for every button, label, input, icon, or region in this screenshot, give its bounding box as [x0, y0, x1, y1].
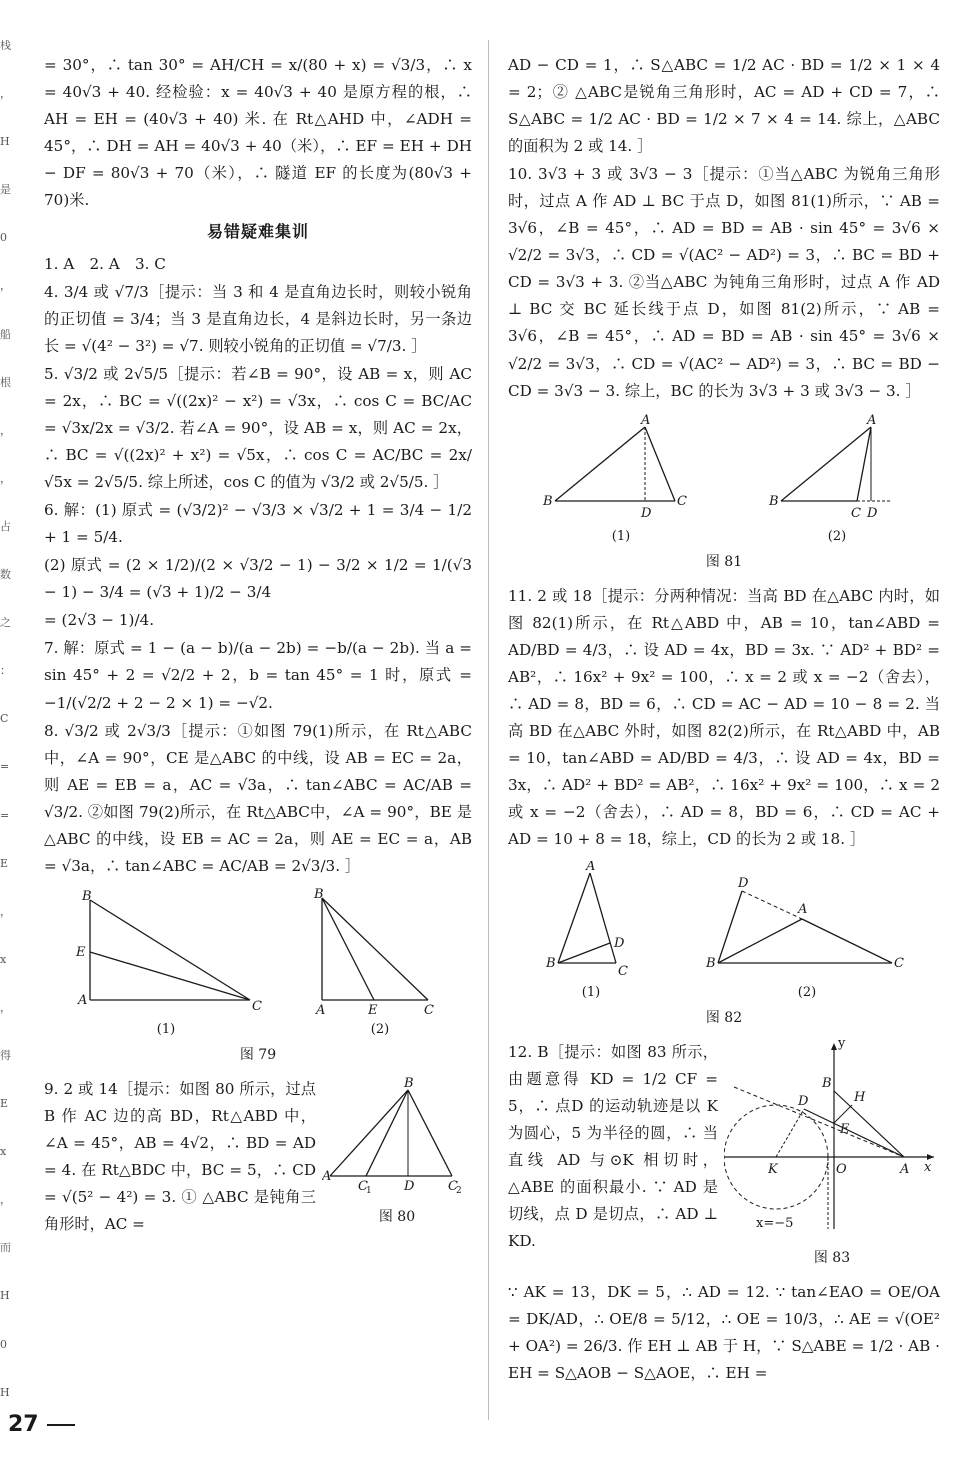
- figure-79-1: [66, 888, 266, 1018]
- figure-81-1-label: (1): [611, 528, 631, 544]
- svg-text:C: C: [677, 493, 687, 509]
- svg-text:D: D: [867, 505, 878, 521]
- answer-4: 4. 3/4 或 √7/3［提示：当 3 和 4 是直角边长时，则较小锐角的正切值 = 3/4；当 3 是直角边长，4 是斜边长时，另一条边长 = √(4² − 3²) = √7. 则较小锐角的正切值 = √7/3. ］: [44, 282, 472, 355]
- figure-81-2: [767, 413, 907, 525]
- page-number-text: 27: [8, 1412, 39, 1437]
- svg-text:B: B: [82, 888, 92, 904]
- svg-text:D: D: [404, 1178, 415, 1194]
- figure-79-2-label: (2): [370, 1021, 390, 1037]
- svg-text:A: A: [322, 1168, 332, 1184]
- margin-char: =: [0, 808, 10, 822]
- svg-text:C: C: [252, 998, 262, 1014]
- answer-5: 5. √3/2 或 2√5/5［提示：若∠B = 90°，设 AB = x，则 AC = 2x，∴ BC = √((2x)² − x²) = √3x，∴ cos C = BC/AC = √3x/2x = √3/2. 若∠A = 90°，设 AB = x，则 AC = 2x，∴ BC = √((2x)² + x²) = √5x，∴ cos C = AC/BC = 2x/√5x = 2√5/5. 综上所述，cos C 的值为 √3/2 或 2√5/5. ］: [44, 364, 472, 492]
- svg-text:E: E: [368, 1002, 378, 1018]
- svg-text:B: B: [822, 1076, 832, 1092]
- svg-text:K: K: [768, 1162, 778, 1178]
- figure-82-caption: 图 82: [705, 1010, 743, 1027]
- prev-answer-end: = 30°，∴ tan 30° = AH/CH = x/(80 + x) = √3/3，∴ x = 40√3 + 40. 经检验：x = 40√3 + 40 是原方程的根，∴ AH = EH = (40√3 + 40) 米. 在 Rt△AHD 中，∠ADH = 45°，∴ DH = AH = 40√3 + 40（米），∴ EF = EH + DH − DF = 80√3 + 70（米），∴ 隧道 EF 的长度为(80√3 + 70)米.: [44, 56, 472, 210]
- margin-char: E: [0, 856, 9, 870]
- margin-char: H: [0, 1385, 10, 1399]
- svg-text:A: A: [586, 861, 596, 875]
- margin-char: ，: [0, 904, 11, 918]
- svg-text:A: A: [798, 902, 808, 918]
- svg-text:A: A: [641, 412, 651, 428]
- figure-80-caption: 图 80: [378, 1208, 416, 1225]
- figure-82-1-label: (1): [581, 985, 601, 1001]
- svg-text:A: A: [78, 992, 88, 1008]
- figure-82-2: [702, 861, 912, 981]
- margin-char: 占: [0, 519, 11, 533]
- margin-char: ，: [0, 471, 11, 485]
- svg-text:D: D: [614, 936, 625, 952]
- figure-79-1-label: (1): [156, 1021, 176, 1037]
- figure-83: [724, 1039, 940, 1235]
- svg-text:x: x: [924, 1160, 932, 1176]
- svg-text:B: B: [543, 493, 553, 509]
- margin-char: 之: [0, 616, 11, 630]
- svg-text:C: C: [448, 1178, 458, 1194]
- margin-char: H: [0, 135, 10, 149]
- right-column: [508, 52, 940, 1388]
- margin-char: ，: [0, 1193, 11, 1207]
- svg-text:B: B: [769, 493, 779, 509]
- svg-text:C: C: [618, 964, 628, 980]
- answer-11: 11. 2 或 18［提示：分两种情况：当高 BD 在△ABC 内时，如图 82(1)所示，在 Rt△ABD 中，AB = 10，tan∠ABD = AD/BD = 4/3，∴ 设 AD = 4x，BD = 3x. ∵ AD² + BD² = AB²，∴ 16x² + 9x² = 100，∴ x = 2 或 x = −2（舍去），∴ AD = 8，BD = 6，∴ CD = AC − AD = 10 − 8 = 2. 当高 BD 在△ABC 外时，如图 82(2)所示，在 Rt△ABD 中，AB = 10，tan∠ABD = AD/BD = 4/3，∴ 设 AD = 4x，BD = 3x，∴ AD² + BD² = AB²，∴ 16x² + 9x² = 100，∴ x = 2 或 x = −2（舍去），∴ AD = 8，BD = 6，∴ CD = AC + AD = 10 + 8 = 18，综上，CD 的长为 2 或 18. ］: [508, 586, 940, 849]
- figure-79: [44, 888, 472, 1041]
- answer-10: 10. 3√3 + 3 或 3√3 − 3［提示：①当△ABC 为锐角三角形时，过点 A 作 AD ⊥ BC 于点 D，如图 81(1)所示，∵ AB = 3√6，∠B = 45°，∴ AD = BD = AB · sin 45° = 3√6 × √2/2 = 3√3，∴ CD = √(AC² − AD²) = 3，∴ BC = BD + CD = 3√3 + 3. ②当△ABC 为钝角三角形时，过点 A 作 AD ⊥ BC 交 BC 延长线于点 D，如图 81(2)所示，∵ AB = 3√6，∠B = 45°，∴ AD = BD = AB · sin 45° = 3√6 × √2/2 = 3√3，∴ CD = √(AC² − AD²) = 3，∴ BC = BD − CD = 3√3 − 3. 综上，BC 的长为 3√3 + 3 或 3√3 − 3. ］: [508, 165, 940, 400]
- figure-82-2-label: (2): [797, 985, 817, 1001]
- svg-text:C: C: [424, 1002, 434, 1018]
- figure-83-caption: 图 83: [813, 1250, 851, 1267]
- svg-text:D: D: [738, 876, 749, 892]
- figure-81-caption: 图 81: [705, 553, 743, 570]
- left-column: [44, 52, 472, 1239]
- svg-text:B: B: [546, 956, 556, 972]
- svg-text:B: B: [404, 1075, 414, 1091]
- figure-81-2-label: (2): [827, 528, 847, 544]
- margin-char: E: [0, 1097, 9, 1111]
- margin-char: 是: [0, 183, 11, 197]
- svg-text:A: A: [867, 412, 877, 428]
- margin-char: C: [0, 712, 9, 726]
- left-margin-fragments: [0, 40, 14, 1420]
- svg-text:D: D: [641, 505, 652, 521]
- figure-80: [322, 1076, 472, 1194]
- svg-text:O: O: [836, 1162, 847, 1178]
- answer-1-3: 1. A 2. A 3. C: [44, 254, 166, 273]
- figure-81-1: [541, 413, 701, 525]
- answer-6-part1: 6. 解：(1) 原式 = (√3/2)² − √3/3 × √3/2 + 1 = 3/4 − 1/2 + 1 = 5/4.: [44, 501, 472, 547]
- svg-text:D: D: [798, 1094, 809, 1110]
- margin-char: 得: [0, 1048, 11, 1062]
- answer-12-part2: ∵ AK = 13，DK = 5，∴ AD = 12. ∵ tan∠EAO = OE/OA = DK/AD，∴ OE/8 = 5/12，∴ OE = 10/3，∴ AE = √(OE² + OA²) = 26/3. 作 EH ⊥ AB 于 H，∵ S△ABE = 1/2 · AB · EH = S△AOB − S△AOE，∴ EH =: [508, 1283, 940, 1383]
- margin-char: 数: [0, 568, 11, 582]
- figure-79-caption: 图 79: [239, 1046, 277, 1063]
- margin-char: x: [0, 952, 7, 966]
- margin-char: 根: [0, 375, 11, 389]
- margin-char: H: [0, 1289, 10, 1303]
- svg-text:A: A: [316, 1002, 326, 1018]
- margin-char: 而: [0, 1241, 11, 1255]
- svg-text:C: C: [894, 956, 904, 972]
- svg-text:C: C: [851, 505, 861, 521]
- answer-9-continued: AD − CD = 1，∴ S△ABC = 1/2 AC · BD = 1/2 × 1 × 4 = 2；② △ABC是锐角三角形时，AC = AD + CD = 7，∴ S△ABC = 1/2 AC · BD = 1/2 × 7 × 4 = 14. 综上，△ABC 的面积为 2 或 14. ］: [508, 56, 940, 156]
- figure-79-2: [310, 888, 450, 1018]
- svg-text:B: B: [706, 956, 716, 972]
- svg-text:1: 1: [366, 1185, 372, 1194]
- svg-text:E: E: [76, 944, 86, 960]
- margin-char: 0: [0, 1337, 7, 1351]
- margin-char: ，: [0, 423, 11, 437]
- figure-81: [508, 413, 940, 548]
- section-title: 易错疑难集训: [206, 222, 309, 242]
- margin-char: x: [0, 1145, 7, 1159]
- margin-char: ：: [0, 664, 11, 678]
- margin-char: =: [0, 760, 10, 774]
- answer-6-part2: (2) 原式 = (2 × 1/2)/(2 × √3/2 − 1) − 3/2 × 1/2 = 1/(√3 − 1) − 3/4 = (√3 + 1)/2 − 3/4: [44, 556, 472, 602]
- margin-char: 船: [0, 327, 11, 341]
- figure-82-1: [536, 861, 646, 981]
- svg-text:C: C: [358, 1178, 368, 1194]
- svg-text:H: H: [854, 1090, 866, 1106]
- margin-char: ，: [0, 87, 11, 101]
- answer-9: 9. 2 或 14［提示：如图 80 所示，过点 B 作 AC 边的高 BD，Rt△ABD 中，∠A = 45°，AB = 4√2，∴ BD = AD = 4. 在 Rt△BDC 中，BC = 5，∴ CD = √(5² − 4²) = 3. ① △ABC 是钝角三角形时，AC =: [44, 1079, 316, 1234]
- margin-char: 栈: [0, 40, 11, 52]
- column-divider: [488, 40, 489, 1420]
- svg-text:E: E: [840, 1122, 850, 1138]
- answer-8: 8. √3/2 或 2√3/3［提示：①如图 79(1)所示，在 Rt△ABC 中，∠A = 90°，CE 是△ABC 的中线，设 AB = EC = 2a，则 AE = EB = a，AC = √3a，∴ tan∠ABC = AC/AB = √3/2. ②如图 79(2)所示，在 Rt△ABC中，∠A = 90°，BE 是△ABC 的中线，设 EB = AC = 2a，则 AE = EC = a，AB = √3a，∴ tan∠ABC = AC/AB = 2√3/3. ］: [44, 721, 472, 875]
- answer-6-part3: = (2√3 − 1)/4.: [44, 611, 155, 630]
- figure-83-line-label: x=−5: [756, 1216, 794, 1232]
- figure-82: [508, 861, 940, 1004]
- svg-text:2: 2: [456, 1185, 462, 1194]
- margin-char: 0: [0, 231, 7, 245]
- svg-text:y: y: [838, 1039, 846, 1052]
- answer-7: 7. 解：原式 = 1 − (a − b)/(a − 2b) = −b/(a − 2b). 当 a = sin 45° + 2 = √2/2 + 2，b = tan 45° = 1 时，原式 = −1/(√2/2 + 2 − 2 × 1) = −√2.: [44, 639, 472, 712]
- answer-12-part1: 12. B［提示：如图 83 所示，由题意得 KD = 1/2 CF = 5，∴ 点D 的运动轨迹是以 K 为圆心，5 为半径的圆，∴ 当直线 AD 与⊙K 相切时，△ABE 的面积最小. ∵ AD 是切线，点 D 是切点，∴ AD ⊥ KD.: [508, 1043, 718, 1251]
- margin-char: ，: [0, 1000, 11, 1014]
- margin-char: ，: [0, 279, 11, 293]
- svg-text:B: B: [314, 887, 324, 902]
- svg-text:A: A: [900, 1162, 910, 1178]
- page-number: [8, 1412, 75, 1437]
